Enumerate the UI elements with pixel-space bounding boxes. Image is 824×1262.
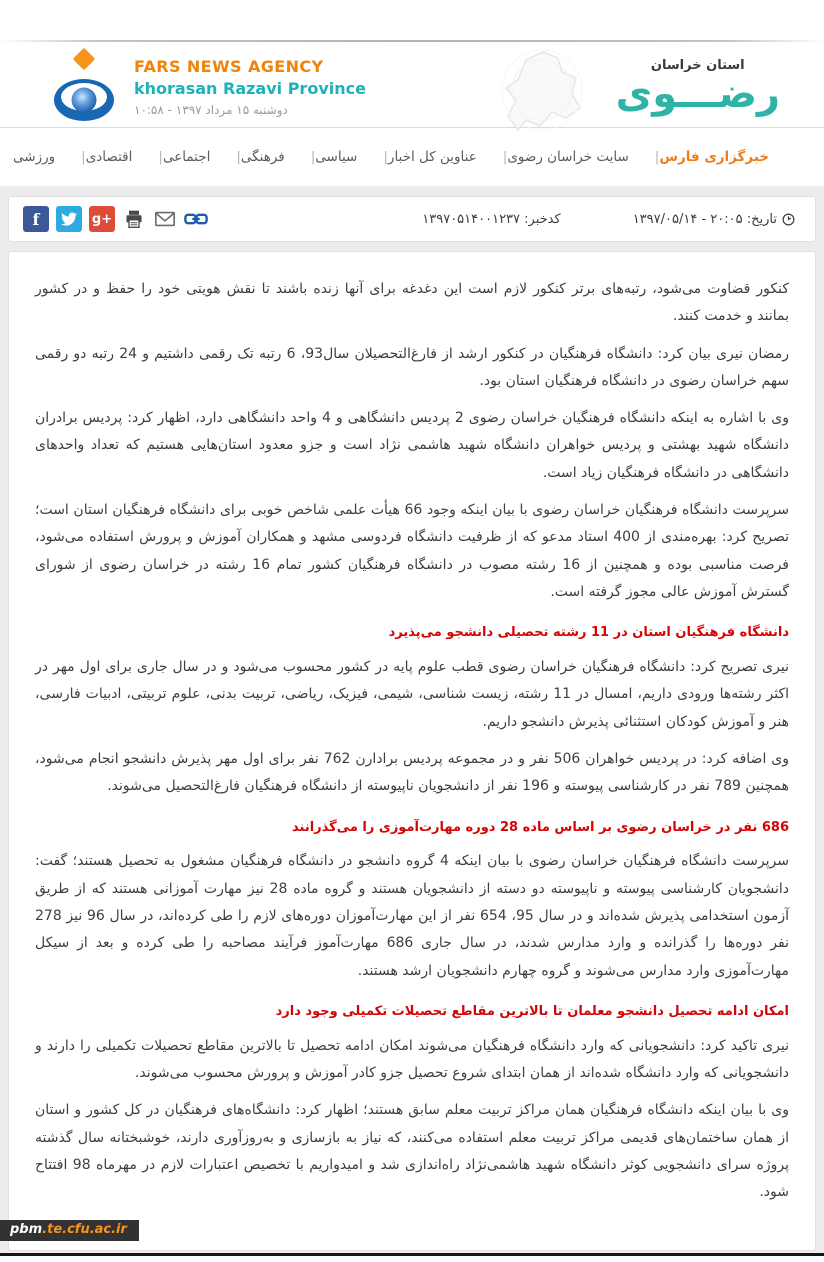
fars-logo-icon bbox=[52, 47, 116, 127]
article-toolbar bbox=[8, 196, 816, 242]
email-icon[interactable] bbox=[153, 206, 177, 232]
article-paragraph: وی با بیان اینکه دانشگاه فرهنگیان همان مراکز تربیت معلم سابق هستند؛ اظهار کرد: دانشگاه‌های فرهنگیان در کل کشور و استان از همان ساختمان‌های قدیمی مراکز تربیت معلم استفاده می‌کنند، که نیاز به بازسازی و به‌روزآوری دارند، خوشبختانه سال گذشته پروژه سرای دانشجویی کوثر دانشگاه شهید هاشمی‌نژاد راه‌اندازی شد و امیدواریم با تخصیص اعتبارات لازم در مهرماه 98 افتتاح شود. bbox=[35, 1102, 789, 1201]
article-meta bbox=[422, 212, 795, 227]
article-paragraph: وی اضافه کرد: در پردیس خواهران 506 نفر و در مجموعه پردیس برادارن 762 نفر برای اول مهر پذیرش دانشجو انجام می‌شود، همچنین 789 نفر در کارشناسی پیوسته و 196 نفر از دانشجویان ناپیوسته از دانشگاه فرهنگیان فارغ‌التحصیل می‌شوند. bbox=[35, 750, 790, 795]
print-icon[interactable] bbox=[122, 206, 146, 232]
nav-item-social[interactable]: | اجتماعی bbox=[163, 149, 241, 165]
twitter-share-icon[interactable] bbox=[56, 206, 82, 232]
watermark-suffix: .te.cfu.ac.ir bbox=[42, 1222, 127, 1238]
nav-item-economic[interactable]: | اقتصادی bbox=[86, 149, 163, 165]
copy-link-icon[interactable] bbox=[184, 206, 208, 232]
navbar bbox=[0, 128, 824, 186]
article-code bbox=[422, 212, 560, 227]
province-name: khorasan Razavi Province bbox=[134, 78, 366, 98]
nav-item-khorasan-site[interactable]: | سایت خراسان رضوی bbox=[507, 149, 659, 165]
social-share-bar bbox=[23, 206, 208, 232]
facebook-share-icon[interactable]: f bbox=[23, 206, 49, 232]
article-code-text: کدخبر: ۱۳۹۷۰۵۱۴۰۰۱۲۳۷ bbox=[422, 211, 561, 227]
content-area bbox=[0, 186, 824, 1253]
nav-item-fars-agency[interactable]: خبرگزاری فارس bbox=[659, 149, 769, 165]
article-paragraph: کنکور قضاوت می‌شود، رتبه‌های برتر کنکور لازم است این دغدغه برای آنها زنده باشند تا نقش هویتی خود را حفظ و در کشور بمانند و خدمت کنند. bbox=[35, 281, 789, 325]
article-date-text: تاریخ: ۲۰:۰۵ - ۱۳۹۷/۰۵/۱۴ bbox=[632, 211, 777, 227]
watermark-prefix: pbm bbox=[10, 1222, 43, 1238]
nav-item-all-news[interactable]: | عناوین کل اخبار bbox=[388, 149, 507, 165]
nav-item-cultural[interactable]: | فرهنگی bbox=[241, 149, 315, 165]
article-subheading: 686 نفر در خراسان رضوی بر اساس ماده 28 دوره مهارت‌آموزی را می‌گذرانند bbox=[292, 819, 789, 835]
article-paragraph: نیری تاکید کرد: دانشجویانی که وارد دانشگاه فرهنگیان می‌شوند امکان ادامه تحصیل تا بالاترین مقاطع تحصیلات تکمیلی را دارند و دانشجویانی که وارد دانشگاه شده‌اند از همان ابتدای شروع تحصیل جزو کادر آموزش و پرورش محسوب می‌شوند. bbox=[35, 1037, 789, 1081]
article-date bbox=[633, 212, 795, 227]
article-subheading: امکان ادامه تحصیل دانشجو معلمان تا بالاترین مقاطع تحصیلات تکمیلی وجود دارد bbox=[275, 1003, 789, 1019]
province-map-icon bbox=[488, 42, 608, 152]
footer-gap bbox=[0, 1256, 824, 1262]
watermark-badge bbox=[0, 1220, 139, 1241]
article-subheading: دانشگاه فرهنگیان استان در 11 رشته تحصیلی دانشجو می‌پذیرد bbox=[388, 625, 789, 641]
article-paragraph: وی با اشاره به اینکه دانشگاه فرهنگیان خراسان رضوی 2 پردیس دانشگاهی و 4 واحد دانشگاهی دارد، اظهار کرد: پردیس برادران دانشگاه شهید بهشتی و پردیس خواهران دانشگاه شهید هاشمی نژاد است و جزو معدود استان‌هایی هستیم که تعداد واحدهای دانشگاهی در دانشگاه فرهنگیان زیاد است. bbox=[35, 410, 789, 481]
article-body bbox=[8, 251, 816, 1251]
region-banner bbox=[606, 58, 780, 115]
region-label-top: استان خراسان bbox=[650, 58, 745, 73]
top-strip bbox=[0, 0, 824, 40]
article-paragraph: رمضان نیری بیان کرد: دانشگاه فرهنگیان در کنکور ارشد از فارغ‌التحصیلان سال93، 6 رتبه تک رقمی داشتیم و 24 رتبه دو رقمی سهم خراسان رضوی در دانشگاه فرهنگیان استان بود. bbox=[35, 345, 789, 389]
header-date: دوشنبه ۱۵ مرداد ۱۳۹۷ - ۱۰:۵۸ bbox=[134, 102, 288, 117]
site-header bbox=[0, 42, 824, 128]
agency-logo-block[interactable] bbox=[52, 47, 366, 127]
article-paragraph: سرپرست دانشگاه فرهنگیان خراسان رضوی با بیان اینکه وجود 66 هیأت علمی شاخص خوبی برای دانشگاه فرهنگیان استان است؛ تصریح کرد: بهره‌مندی از 400 استاد مدعو که از ظرفیت دانشگاه فردوسی مشهد و همکاران آموزش و پرورش استفاده می‌شود، فرصت مناسبی بوده و همچنین از 16 رشته مصوب در دانشگاه فرهنگیان کشور تمام 16 رشته در خراسان رضوی از شورای گسترش آموزش عالی مجوز گرفته است. bbox=[35, 502, 790, 600]
article-paragraph: نیری تصریح کرد: دانشگاه فرهنگیان خراسان رضوی قطب علوم پایه در کشور محسوب می‌شود و در سال جاری برای اول مهر در اکثر رشته‌ها ورودی داریم، امسال در 11 رشته، زیست شناسی، شیمی، فیزیک، ریاضی، تربیت بدنی، علوم تربیتی، ادبیات فارسی، هنر و آموزش کودکان استثنائی پذیرش دانشجو داریم. bbox=[35, 659, 789, 730]
nav-item-political[interactable]: | سیاسی bbox=[315, 149, 388, 165]
agency-name: FARS NEWS AGENCY bbox=[134, 56, 324, 76]
region-label-main: رضـــوی bbox=[615, 71, 780, 117]
clock-icon bbox=[782, 213, 795, 226]
nav-item-sports[interactable]: | ورزشی bbox=[13, 149, 86, 165]
google-plus-share-icon[interactable]: g+ bbox=[89, 206, 115, 232]
twitter-bird-icon bbox=[61, 211, 77, 227]
agency-text-block bbox=[134, 57, 366, 117]
article-paragraph: سرپرست دانشگاه فرهنگیان خراسان رضوی با بیان اینکه 4 گروه دانشجو در دانشگاه فرهنگیان مشغول به تحصیل هستند؛ گفت: دانشجویان کارشناسی پیوسته و ناپیوسته دو دسته از دانشجویان هستند و گروه ماده 28 نیز مهارت آموزانی هستند که از طریق آزمون استخدامی پذیرش شده‌اند و در سال 95، 654 نفر از این مهارت‌آموزان دوره‌های لازم را طی کرده‌اند، در سال 96 نیز 278 نفر دوره‌ها را گذرانده و وارد مدارس شدند، در سال جاری 686 مهارت‌آموز فرآیند مصاحبه را طی کرده و بعد از سیکل مهارت‌آموزی وارد مدارس می‌شوند و گروه چهارم دانشجویان ارشد هستند. bbox=[35, 853, 790, 979]
